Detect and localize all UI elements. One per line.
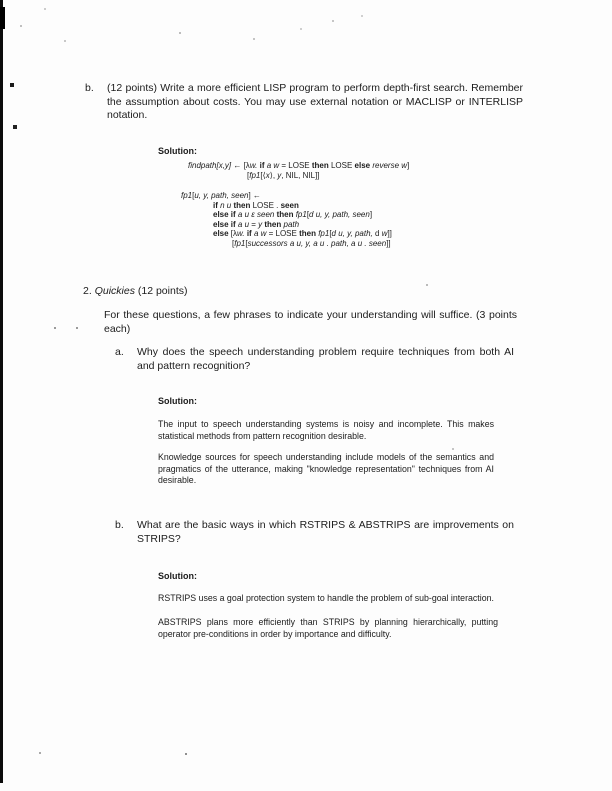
text-segment: then bbox=[262, 219, 284, 229]
text-segment: if bbox=[244, 229, 254, 238]
solution-2a-label: Solution: bbox=[158, 396, 197, 406]
text-segment: w bbox=[381, 229, 388, 238]
text-segment: , NIL, NIL]] bbox=[281, 170, 320, 180]
text-segment: = LOSE bbox=[266, 229, 300, 238]
text-segment: ⟩, bbox=[269, 170, 278, 180]
code-line bbox=[213, 220, 409, 230]
text-segment: [ bbox=[192, 191, 195, 200]
text-segment: d u, y, path, seen bbox=[309, 210, 370, 219]
text-segment: findpath[x,y] bbox=[188, 161, 232, 170]
scan-artifact-specks bbox=[0, 0, 2, 2]
text-segment: [ bbox=[306, 210, 310, 219]
section-2-heading bbox=[83, 285, 187, 298]
code-line bbox=[247, 171, 409, 181]
text-segment: ]] bbox=[387, 229, 392, 238]
text-segment: else if bbox=[213, 210, 238, 219]
text-segment: LOSE bbox=[328, 161, 355, 170]
text-segment: [ bbox=[232, 238, 235, 248]
text-segment: y bbox=[258, 219, 263, 229]
text-segment: else if bbox=[213, 219, 238, 229]
question-1b-label: b. bbox=[85, 82, 94, 94]
text-segment: ]] bbox=[386, 238, 391, 248]
text-segment: then bbox=[299, 229, 319, 238]
question-1b bbox=[85, 82, 523, 123]
lisp-code-block bbox=[181, 161, 409, 248]
question-2a-text: Why does the speech understanding problem require techniques from both AI and pattern recognition? bbox=[137, 346, 514, 372]
text-segment: d u, y, path, bbox=[331, 229, 375, 238]
text-segment: LOSE . bbox=[252, 200, 281, 210]
text-segment: else bbox=[354, 161, 371, 170]
solution-1b-label: Solution: bbox=[158, 146, 197, 156]
scan-artifact-blob bbox=[0, 7, 5, 29]
solution-2b-label: Solution: bbox=[158, 571, 197, 581]
question-2a bbox=[115, 346, 514, 373]
text-segment: then bbox=[311, 161, 329, 170]
text-segment: ← [λ bbox=[231, 161, 250, 170]
text-segment: a w bbox=[266, 161, 280, 170]
text-segment: [λ bbox=[230, 229, 238, 238]
text-segment: = bbox=[249, 219, 259, 229]
text-segment: a u ε seen bbox=[237, 210, 275, 219]
text-segment: w. bbox=[237, 229, 245, 238]
text-segment: then bbox=[274, 210, 296, 219]
code-line bbox=[188, 161, 409, 171]
scan-artifact-edge-bar bbox=[0, 0, 3, 783]
code-line bbox=[232, 239, 409, 249]
text-segment: fp1 bbox=[318, 229, 330, 238]
solution-2a-paragraph-2: Knowledge sources for speech understanding include models of the semantics and pragmatics of the utterance, making "knowledge representation" techniques from AI desirable. bbox=[158, 452, 494, 485]
text-segment: w. bbox=[249, 161, 258, 170]
text-segment: d bbox=[374, 229, 382, 238]
code-line bbox=[181, 191, 409, 201]
text-segment: a u bbox=[237, 219, 250, 229]
text-segment: reverse w bbox=[370, 161, 408, 170]
text-segment: a w bbox=[253, 229, 267, 238]
text-segment: fp1 bbox=[249, 170, 261, 180]
text-segment: fp1 bbox=[234, 238, 246, 248]
question-2b-label: b. bbox=[115, 519, 124, 531]
text-segment: y bbox=[277, 170, 282, 180]
text-segment: ] ← bbox=[248, 191, 261, 200]
text-segment: successors a u, y, a u . path, a u . seen bbox=[247, 238, 387, 248]
text-segment: ] bbox=[407, 161, 410, 170]
text-segment: [⟨ bbox=[260, 170, 266, 180]
code-line bbox=[213, 201, 409, 211]
text-segment: 2. bbox=[83, 285, 95, 297]
question-2b bbox=[115, 519, 514, 546]
text-segment: if bbox=[213, 200, 221, 210]
text-segment: fp1 bbox=[295, 210, 307, 219]
text-segment: [ bbox=[247, 170, 250, 180]
text-segment: fp1 bbox=[181, 191, 193, 200]
section-2-intro: For these questions, a few phrases to indicate your understanding will suffice. (3 points each) bbox=[104, 309, 517, 335]
text-segment: n u bbox=[220, 200, 232, 210]
question-2b-text: What are the basic ways in which RSTRIPS & ABSTRIPS are improvements on STRIPS? bbox=[137, 519, 514, 545]
text-segment: seen bbox=[280, 200, 299, 210]
text-segment: path bbox=[283, 219, 300, 229]
text-segment: [ bbox=[245, 238, 248, 248]
text-segment: if bbox=[257, 161, 267, 170]
code-line bbox=[213, 210, 409, 220]
text-segment: Quickies bbox=[94, 285, 135, 297]
solution-2b-paragraph-1: RSTRIPS uses a goal protection system to handle the problem of sub-goal interaction. bbox=[158, 593, 494, 603]
text-segment: = LOSE bbox=[279, 161, 312, 170]
text-segment: (12 points) bbox=[134, 285, 188, 297]
text-segment: ] bbox=[369, 210, 373, 219]
text-segment: then bbox=[231, 200, 253, 210]
question-2a-label: a. bbox=[115, 346, 124, 358]
text-segment: [ bbox=[329, 229, 332, 238]
text-segment: x bbox=[265, 170, 270, 180]
code-line bbox=[213, 229, 409, 239]
solution-2b-paragraph-2: ABSTRIPS plans more efficiently than STRIPS by planning hierarchically, putting operator pre-conditions in order by importance and difficulty. bbox=[158, 617, 498, 639]
text-segment: else bbox=[213, 229, 231, 238]
solution-2a-paragraph-1: The input to speech understanding systems is noisy and incomplete. This makes statistical methods from pattern recognition desirable. bbox=[158, 419, 494, 441]
question-1b-text: (12 points) Write a more efficient LISP program to perform depth-first search. Remember the assumption about costs. You may use external notation or MACLISP or INTERLISP notation. bbox=[107, 82, 523, 121]
text-segment: u, y, path, seen bbox=[194, 191, 249, 200]
